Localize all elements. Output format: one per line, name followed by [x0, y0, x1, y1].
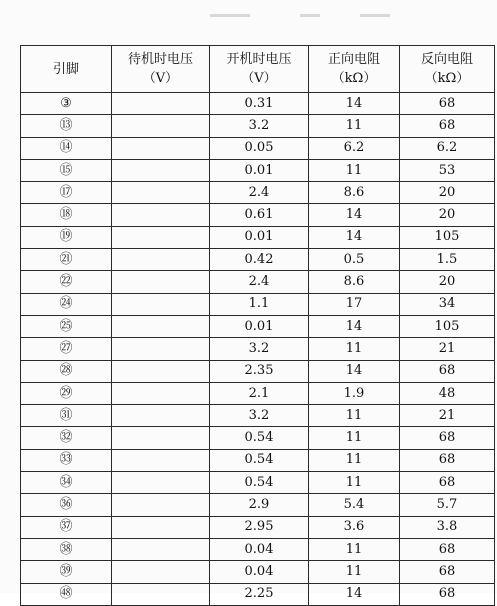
table-row	[21, 315, 495, 337]
pin-voltage-resistance-table	[20, 45, 495, 606]
forward-resistance-cell: 17	[309, 293, 400, 315]
power-on-voltage-cell: 0.61	[210, 204, 309, 226]
reverse-resistance-cell: 68	[400, 93, 495, 115]
pin-cell: ㉙	[21, 382, 112, 404]
reverse-resistance-cell: 105	[400, 226, 495, 248]
forward-resistance-cell: 14	[309, 204, 400, 226]
standby-voltage-cell	[112, 561, 210, 583]
power-on-voltage-cell: 0.42	[210, 249, 309, 271]
pin-cell: ㉑	[21, 249, 112, 271]
forward-resistance-cell: 11	[309, 538, 400, 560]
forward-resistance-cell: 11	[309, 449, 400, 471]
standby-voltage-cell	[112, 93, 210, 115]
reverse-resistance-cell: 1.5	[400, 249, 495, 271]
reverse-resistance-cell: 105	[400, 315, 495, 337]
table-row	[21, 137, 495, 159]
pin-cell: ㉗	[21, 338, 112, 360]
forward-resistance-cell: 8.6	[309, 182, 400, 204]
forward-resistance-cell: 1.9	[309, 382, 400, 404]
header-pin: 引脚	[21, 46, 112, 93]
forward-resistance-cell: 11	[309, 115, 400, 137]
header-power-on-voltage: 开机时电压 （V）	[210, 46, 309, 93]
pin-cell: ⑬	[21, 115, 112, 137]
table-row	[21, 182, 495, 204]
standby-voltage-cell	[112, 182, 210, 204]
standby-voltage-cell	[112, 494, 210, 516]
forward-resistance-cell: 11	[309, 159, 400, 181]
pin-cell: ㉜	[21, 427, 112, 449]
standby-voltage-cell	[112, 382, 210, 404]
pin-cell: ③	[21, 93, 112, 115]
pin-cell: ㉔	[21, 293, 112, 315]
power-on-voltage-cell: 3.2	[210, 338, 309, 360]
table-row	[21, 449, 495, 471]
watermark-logo	[354, 564, 497, 592]
reverse-resistance-cell: 20	[400, 204, 495, 226]
pin-cell: ⑱	[21, 204, 112, 226]
standby-voltage-cell	[112, 204, 210, 226]
table-row	[21, 472, 495, 494]
power-on-voltage-cell: 2.1	[210, 382, 309, 404]
forward-resistance-cell: 14	[309, 583, 400, 605]
pin-cell: ⑮	[21, 159, 112, 181]
pin-cell: ㊴	[21, 561, 112, 583]
table-row	[21, 538, 495, 560]
power-on-voltage-cell: 2.35	[210, 360, 309, 382]
reverse-resistance-cell: 68	[400, 583, 495, 605]
pin-cell: ㊱	[21, 494, 112, 516]
table-row	[21, 516, 495, 538]
power-on-voltage-cell: 3.2	[210, 405, 309, 427]
standby-voltage-cell	[112, 293, 210, 315]
header-forward-resistance: 正向电阻 （kΩ）	[309, 46, 400, 93]
table-row	[21, 427, 495, 449]
standby-voltage-cell	[112, 472, 210, 494]
power-on-voltage-cell: 3.2	[210, 115, 309, 137]
pin-cell: ㊽	[21, 583, 112, 605]
power-on-voltage-cell: 0.01	[210, 315, 309, 337]
forward-resistance-cell: 11	[309, 405, 400, 427]
scan-smudge	[360, 14, 390, 17]
table-row	[21, 382, 495, 404]
reverse-resistance-cell: 6.2	[400, 137, 495, 159]
table-row	[21, 93, 495, 115]
pin-cell: ㉘	[21, 360, 112, 382]
table-row	[21, 360, 495, 382]
pin-cell: ⑲	[21, 226, 112, 248]
forward-resistance-cell: 11	[309, 561, 400, 583]
standby-voltage-cell	[112, 226, 210, 248]
reverse-resistance-cell: 34	[400, 293, 495, 315]
power-on-voltage-cell: 2.9	[210, 494, 309, 516]
reverse-resistance-cell: 68	[400, 427, 495, 449]
power-on-voltage-cell: 2.25	[210, 583, 309, 605]
table-row	[21, 159, 495, 181]
pin-cell: ㉞	[21, 472, 112, 494]
forward-resistance-cell: 14	[309, 226, 400, 248]
pin-cell: ㉝	[21, 449, 112, 471]
reverse-resistance-cell: 68	[400, 115, 495, 137]
header-reverse-resistance: 反向电阻 （kΩ）	[400, 46, 495, 93]
table-body	[21, 93, 495, 606]
forward-resistance-cell: 11	[309, 427, 400, 449]
standby-voltage-cell	[112, 338, 210, 360]
standby-voltage-cell	[112, 249, 210, 271]
standby-voltage-cell	[112, 271, 210, 293]
table-row	[21, 271, 495, 293]
table-row	[21, 249, 495, 271]
standby-voltage-cell	[112, 159, 210, 181]
pin-cell: ㊲	[21, 516, 112, 538]
power-on-voltage-cell: 0.05	[210, 137, 309, 159]
pin-cell: ⑭	[21, 137, 112, 159]
forward-resistance-cell: 14	[309, 360, 400, 382]
reverse-resistance-cell: 20	[400, 271, 495, 293]
forward-resistance-cell: 14	[309, 315, 400, 337]
header-standby-voltage: 待机时电压 （V）	[112, 46, 210, 93]
reverse-resistance-cell: 3.8	[400, 516, 495, 538]
table-header-row	[21, 46, 495, 93]
standby-voltage-cell	[112, 449, 210, 471]
forward-resistance-cell: 3.6	[309, 516, 400, 538]
power-on-voltage-cell: 1.1	[210, 293, 309, 315]
forward-resistance-cell: 5.4	[309, 494, 400, 516]
table-row	[21, 494, 495, 516]
forward-resistance-cell: 6.2	[309, 137, 400, 159]
standby-voltage-cell	[112, 137, 210, 159]
standby-voltage-cell	[112, 315, 210, 337]
pin-cell: ㉕	[21, 315, 112, 337]
forward-resistance-cell: 11	[309, 472, 400, 494]
standby-voltage-cell	[112, 115, 210, 137]
forward-resistance-cell: 11	[309, 338, 400, 360]
power-on-voltage-cell: 0.31	[210, 93, 309, 115]
reverse-resistance-cell: 21	[400, 405, 495, 427]
power-on-voltage-cell: 0.54	[210, 427, 309, 449]
forward-resistance-cell: 0.5	[309, 249, 400, 271]
pin-cell: ㊳	[21, 538, 112, 560]
power-on-voltage-cell: 0.01	[210, 159, 309, 181]
forward-resistance-cell: 14	[309, 93, 400, 115]
reverse-resistance-cell: 68	[400, 449, 495, 471]
scan-smudge	[300, 14, 320, 17]
power-on-voltage-cell: 2.4	[210, 182, 309, 204]
power-on-voltage-cell: 0.01	[210, 226, 309, 248]
table-row	[21, 226, 495, 248]
scan-smudge	[210, 14, 250, 17]
pin-cell: ⑰	[21, 182, 112, 204]
standby-voltage-cell	[112, 583, 210, 605]
reverse-resistance-cell: 21	[400, 338, 495, 360]
table-row	[21, 405, 495, 427]
power-on-voltage-cell: 2.4	[210, 271, 309, 293]
power-on-voltage-cell: 2.95	[210, 516, 309, 538]
standby-voltage-cell	[112, 427, 210, 449]
power-on-voltage-cell: 0.54	[210, 449, 309, 471]
standby-voltage-cell	[112, 516, 210, 538]
table-row	[21, 115, 495, 137]
table-row	[21, 338, 495, 360]
reverse-resistance-cell: 5.7	[400, 494, 495, 516]
reverse-resistance-cell: 68	[400, 538, 495, 560]
power-on-voltage-cell: 0.54	[210, 472, 309, 494]
pin-cell: ㉒	[21, 271, 112, 293]
reverse-resistance-cell: 20	[400, 182, 495, 204]
power-on-voltage-cell: 0.04	[210, 538, 309, 560]
reverse-resistance-cell: 68	[400, 360, 495, 382]
standby-voltage-cell	[112, 360, 210, 382]
reverse-resistance-cell: 48	[400, 382, 495, 404]
table-row	[21, 204, 495, 226]
pin-cell: ㉛	[21, 405, 112, 427]
standby-voltage-cell	[112, 405, 210, 427]
reverse-resistance-cell: 68	[400, 472, 495, 494]
forward-resistance-cell: 8.6	[309, 271, 400, 293]
standby-voltage-cell	[112, 538, 210, 560]
table-row	[21, 293, 495, 315]
power-on-voltage-cell: 0.04	[210, 561, 309, 583]
reverse-resistance-cell: 53	[400, 159, 495, 181]
reverse-resistance-cell: 68	[400, 561, 495, 583]
